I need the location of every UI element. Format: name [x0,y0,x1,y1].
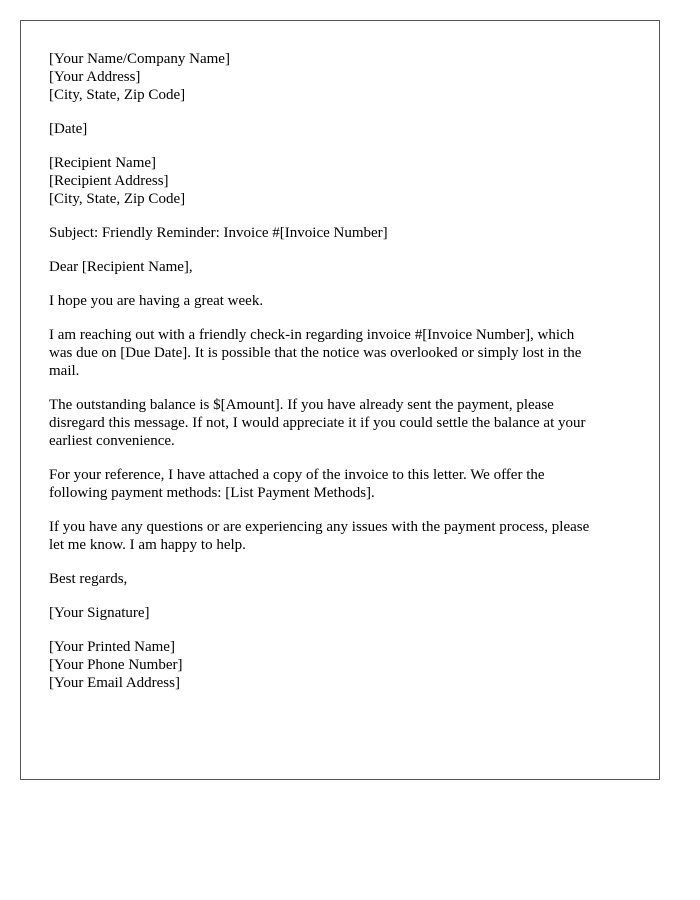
signature: [Your Signature] [49,605,150,621]
closing-block [49,570,639,588]
sender-block [49,50,639,104]
paragraph-line: If you have any questions or are experiencing any issues with the payment process, please [49,519,590,535]
paragraph-greeting [49,292,639,310]
paragraph-invoice-checkin [49,326,639,380]
paragraph-line: earliest convenience. [49,433,175,449]
paragraph-line: I hope you are having a great week. [49,293,264,309]
paragraph-balance [49,396,639,450]
sender-city: [City, State, Zip Code] [49,87,186,103]
paragraph-line: I am reaching out with a friendly check-in regarding invoice #[Invoice Number], which [49,327,575,343]
closing: Best regards, [49,571,128,587]
letter-body [49,50,639,708]
paragraph-line: mail. [49,363,80,379]
subject-line: Subject: Friendly Reminder: Invoice #[Invoice Number] [49,225,388,241]
printed-name: [Your Printed Name] [49,639,175,655]
letter-date: [Date] [49,121,88,137]
salutation: Dear [Recipient Name], [49,259,193,275]
paragraph-line: was due on [Due Date]. It is possible that the notice was overlooked or simply lost in the [49,345,582,361]
recipient-city: [City, State, Zip Code] [49,191,186,207]
paragraph-questions [49,518,639,554]
paragraph-line: following payment methods: [List Payment Methods]. [49,485,375,501]
recipient-block [49,154,639,208]
recipient-address: [Recipient Address] [49,173,169,189]
sender-address: [Your Address] [49,69,141,85]
email-address: [Your Email Address] [49,675,180,691]
sender-name: [Your Name/Company Name] [49,51,230,67]
recipient-name: [Recipient Name] [49,155,157,171]
paragraph-line: disregard this message. If not, I would appreciate it if you could settle the balance at your [49,415,586,431]
footer-block [49,638,639,692]
paragraph-payment-methods [49,466,639,502]
paragraph-line: let me know. I am happy to help. [49,537,246,553]
paragraph-line: For your reference, I have attached a copy of the invoice to this letter. We offer the [49,467,545,483]
subject-block [49,224,639,242]
signature-block [49,604,639,622]
letter-page [20,20,660,780]
date-block [49,120,639,138]
phone-number: [Your Phone Number] [49,657,183,673]
salutation-block [49,258,639,276]
paragraph-line: The outstanding balance is $[Amount]. If you have already sent the payment, please [49,397,554,413]
